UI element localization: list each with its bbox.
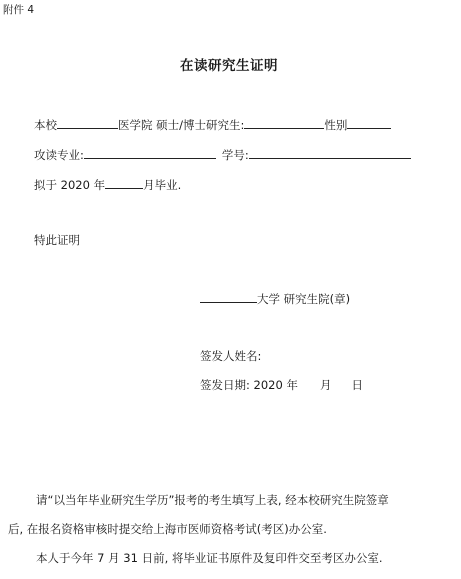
institution-seal-line bbox=[200, 290, 350, 307]
issue-date-label: 签发日期: 2020 年 bbox=[200, 378, 298, 392]
major-label: 攻读专业: bbox=[34, 148, 84, 162]
graduation-prefix: 拟于 2020 年 bbox=[34, 178, 106, 192]
document-title: 在读研究生证明 bbox=[180, 58, 278, 74]
institution-suffix: 大学 研究生院(章) bbox=[257, 292, 351, 306]
student-name-blank bbox=[244, 116, 324, 129]
gender-label: 性别 bbox=[324, 118, 348, 132]
student-id-blank bbox=[249, 146, 411, 159]
school-suffix: 医学院 硕士/博士研究生: bbox=[118, 118, 245, 132]
note-line-3: 本人于今年 7 月 31 日前, 将毕业证书原件及复印件交至考区办公室. bbox=[36, 551, 383, 565]
university-name-blank bbox=[200, 290, 257, 303]
issue-date-line bbox=[200, 377, 363, 393]
gender-blank bbox=[347, 116, 391, 129]
note-line-2: 后, 在报名资格审核时提交给上海市医师资格考试(考区)办公室. bbox=[8, 522, 327, 536]
school-name-blank bbox=[57, 116, 118, 129]
attachment-label: 附件 4 bbox=[3, 4, 35, 16]
school-prefix: 本校 bbox=[34, 118, 57, 132]
signer-name-label: 签发人姓名: bbox=[200, 349, 262, 363]
student-id-label: 学号: bbox=[221, 148, 249, 162]
student-info-line bbox=[34, 116, 391, 133]
issue-month: 月 bbox=[319, 378, 332, 392]
hereby-certify: 特此证明 bbox=[34, 233, 80, 247]
note-line-1: 请“以当年毕业研究生学历”报考的考生填写上表, 经本校研究生院签章 bbox=[36, 493, 389, 507]
graduation-line bbox=[34, 176, 181, 193]
graduation-suffix: 月毕业. bbox=[143, 178, 182, 192]
major-id-line bbox=[34, 146, 411, 163]
major-blank bbox=[84, 146, 216, 159]
graduation-month-blank bbox=[105, 176, 143, 189]
issue-day: 日 bbox=[351, 378, 363, 392]
